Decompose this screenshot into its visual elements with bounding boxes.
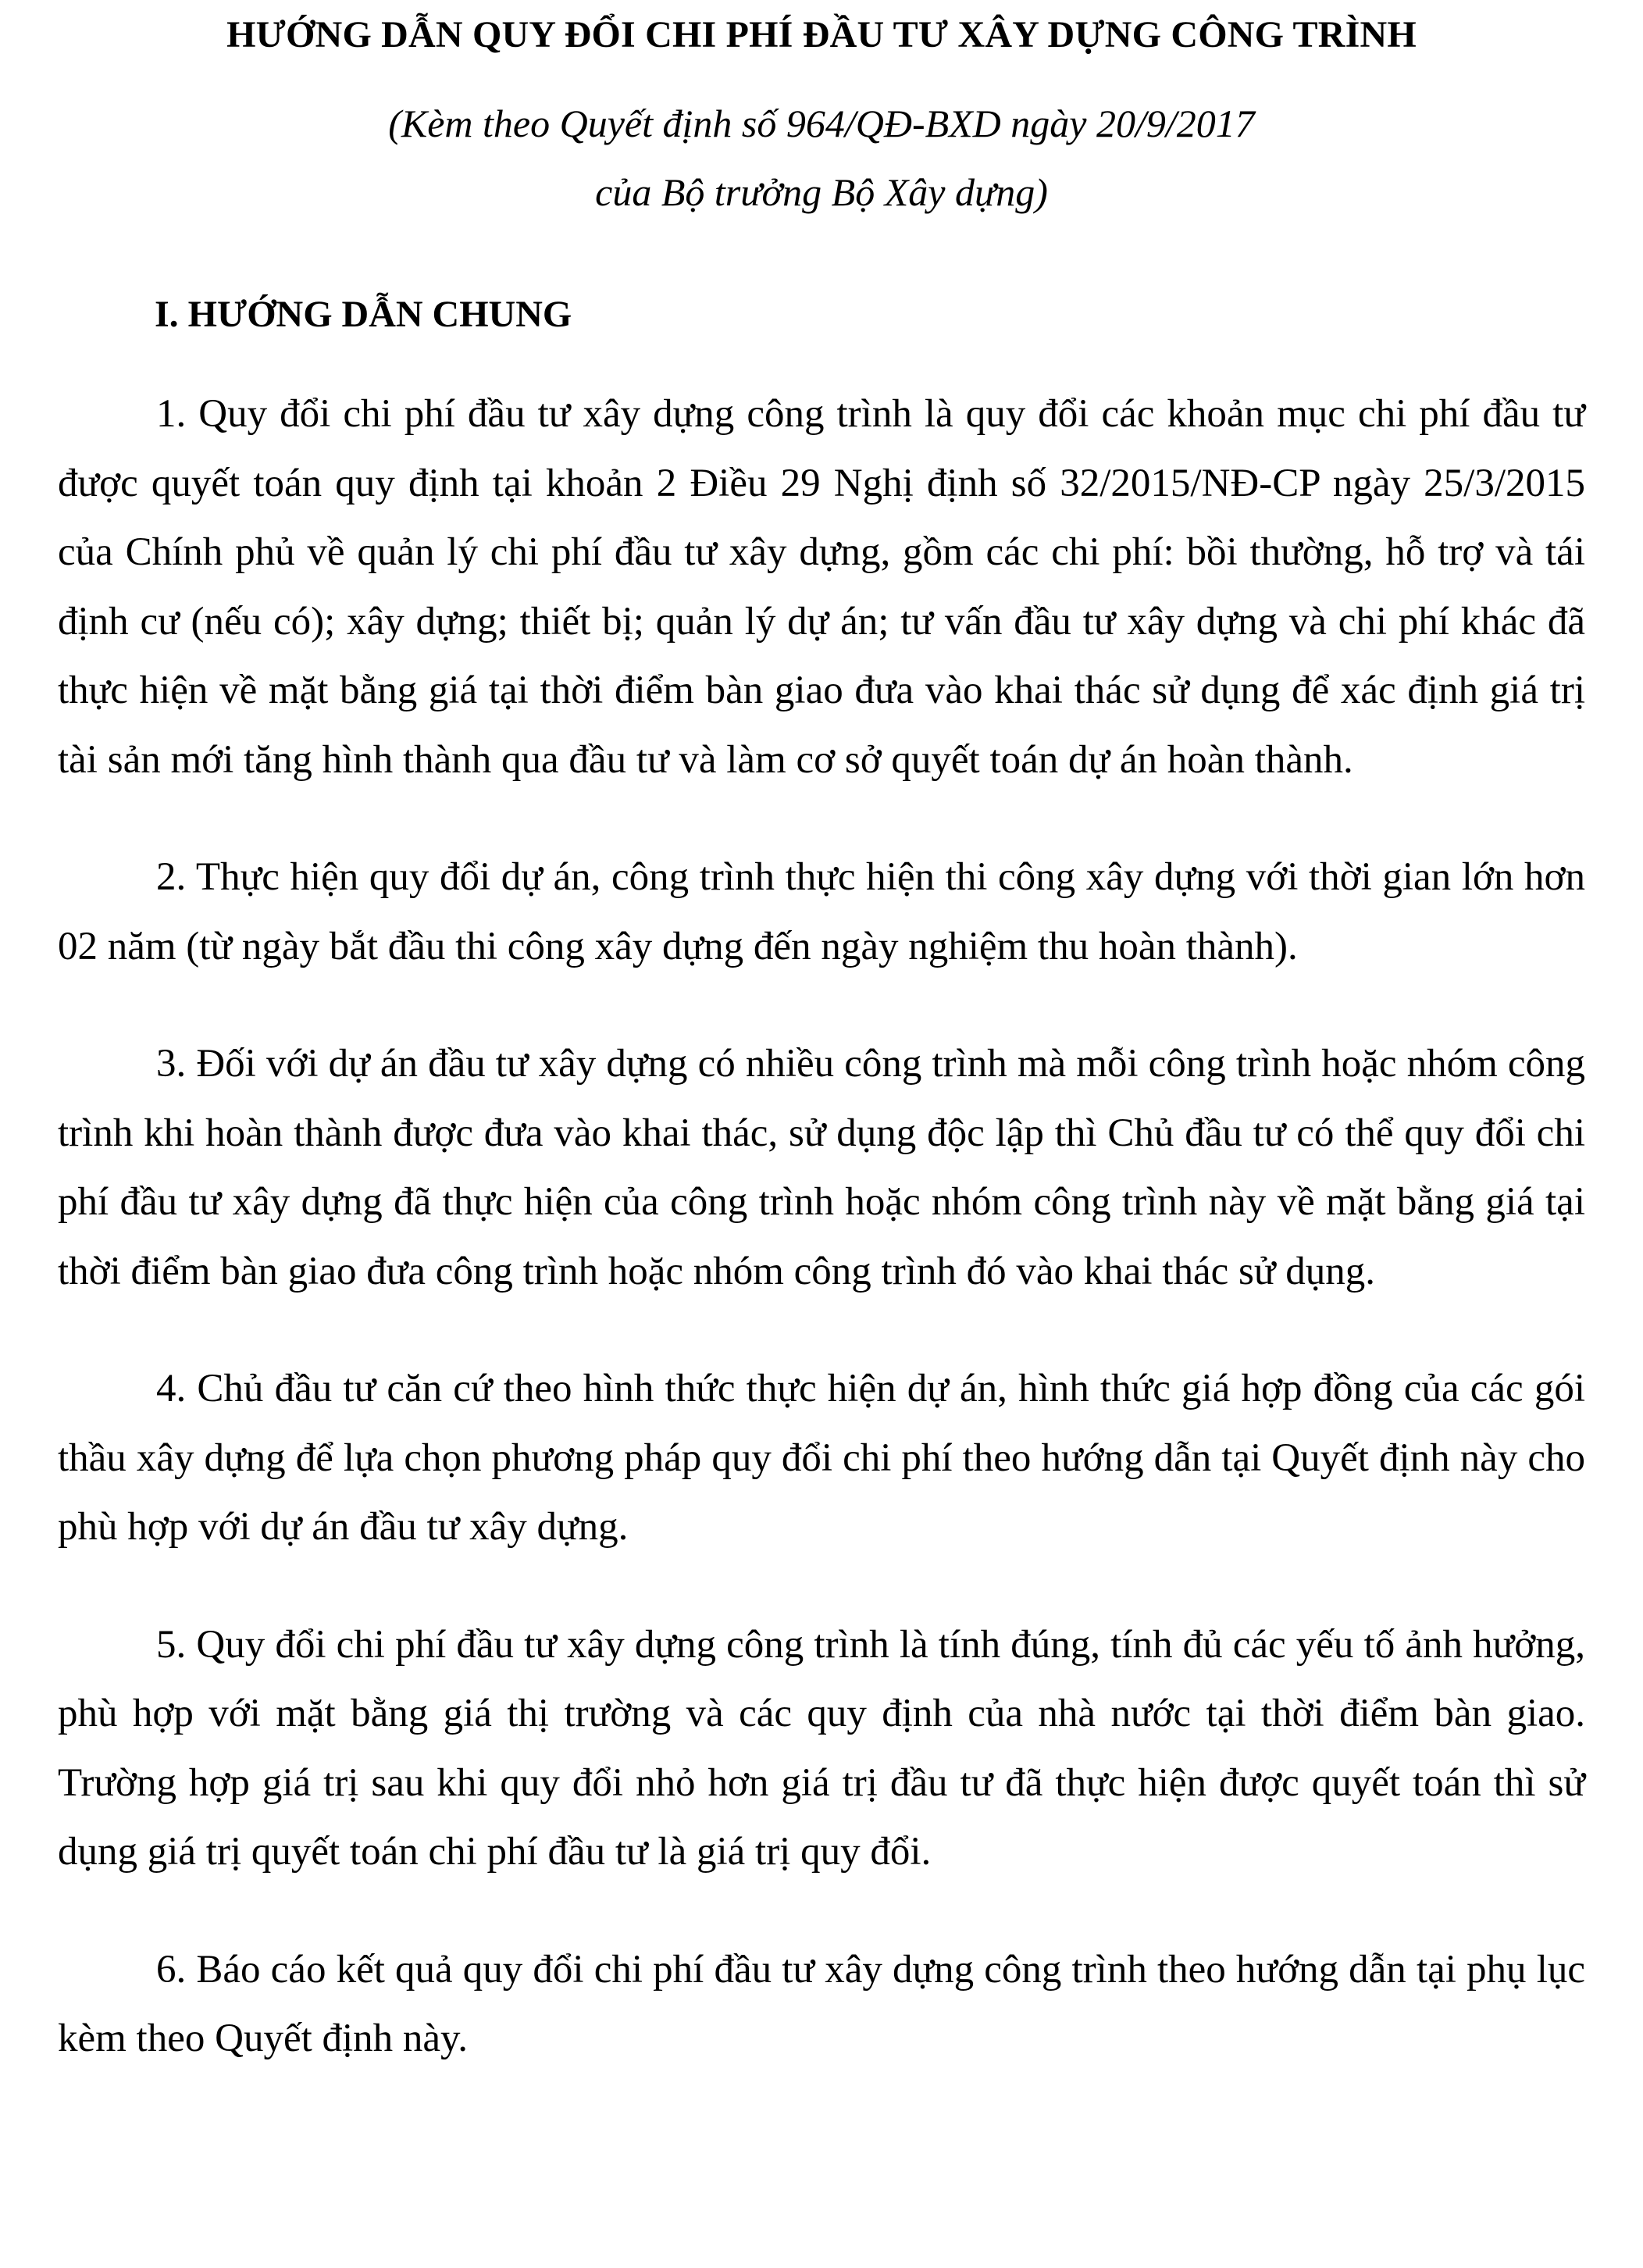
subtitle-line-1: (Kèm theo Quyết định số 964/QĐ-BXD ngày 20/9/2017 [388,102,1255,145]
document-title: HƯỚNG DẪN QUY ĐỔI CHI PHÍ ĐẦU TƯ XÂY DỰNG CÔNG TRÌNH [226,14,1417,55]
paragraph-5: 5. Quy đổi chi phí đầu tư xây dựng công trình là tính đúng, tính đủ các yếu tố ảnh hưởng, phù hợp với mặt bằng giá thị trường và các quy định của nhà nước tại thời điểm bàn giao. Trường hợp giá trị sau khi quy đổi nhỏ hơn giá trị đầu tư đã thực hiện được quyết toán thì sử dụng giá trị quyết toán chi phí đầu tư là giá trị quy đổi. [58,1622,1585,1874]
paragraph-1: 1. Quy đổi chi phí đầu tư xây dựng công trình là quy đổi các khoản mục chi phí đầu tư được quyết toán quy định tại khoản 2 Điều 29 Nghị định số 32/2015/NĐ-CP ngày 25/3/2015 của Chính phủ về quản lý chi phí đầu tư xây dựng, gồm các chi phí: bồi thường, hỗ trợ và tái định cư (nếu có); xây dựng; thiết bị; quản lý dự án; tư vấn đầu tư xây dựng và chi phí khác đã thực hiện về mặt bằng giá tại thời điểm bàn giao đưa vào khai thác sử dụng để xác định giá trị tài sản mới tăng hình thành qua đầu tư và làm cơ sở quyết toán dự án hoàn thành. [58,392,1585,782]
section-heading: I. HƯỚNG DẪN CHUNG [155,294,572,335]
document-subtitle [58,89,1585,226]
paragraph-3: 3. Đối với dự án đầu tư xây dựng có nhiều công trình mà mỗi công trình hoặc nhóm công trình khi hoàn thành được đưa vào khai thác, sử dụng độc lập thì Chủ đầu tư có thể quy đổi chi phí đầu tư xây dựng đã thực hiện của công trình hoặc nhóm công trình này về mặt bằng giá tại thời điểm bàn giao đưa công trình hoặc nhóm công trình đó vào khai thác sử dụng. [58,1042,1585,1293]
paragraph-4: 4. Chủ đầu tư căn cứ theo hình thức thực hiện dự án, hình thức giá hợp đồng của các gói thầu xây dựng để lựa chọn phương pháp quy đổi chi phí theo hướng dẫn tại Quyết định này cho phù hợp với dự án đầu tư xây dựng. [58,1367,1585,1549]
document-body [58,380,1585,2074]
subtitle-line-2: của Bộ trưởng Bộ Xây dựng) [595,170,1048,214]
paragraph-2: 2. Thực hiện quy đổi dự án, công trình thực hiện thi công xây dựng với thời gian lớn hơn 02 năm (từ ngày bắt đầu thi công xây dựng đến ngày nghiệm thu hoàn thành). [58,855,1585,968]
paragraph-6: 6. Báo cáo kết quả quy đổi chi phí đầu tư xây dựng công trình theo hướng dẫn tại phụ lục kèm theo Quyết định này. [58,1947,1585,2060]
